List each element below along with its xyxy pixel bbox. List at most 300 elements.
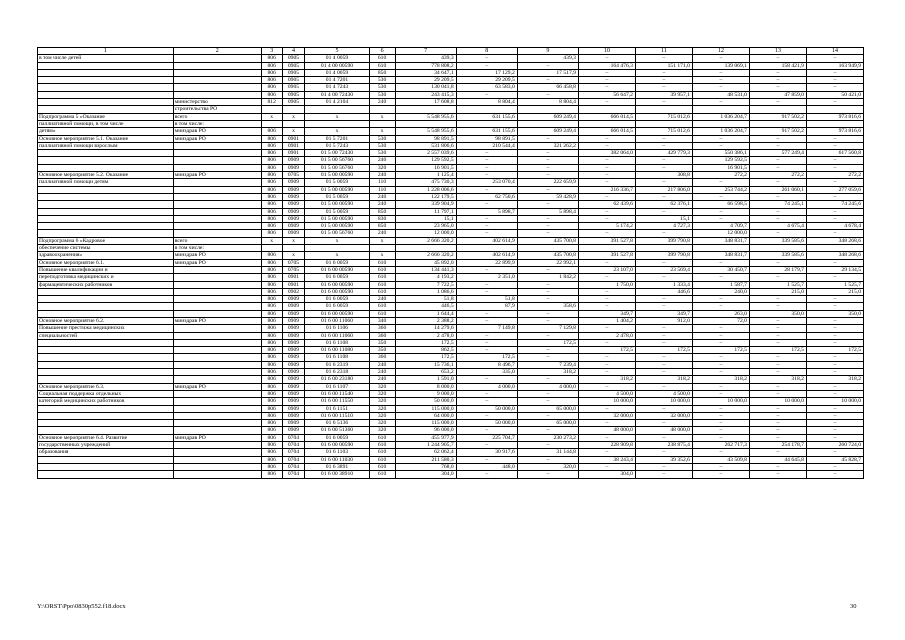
table-cell: 806 [261,463,282,470]
table-cell [173,77,261,84]
table-cell [806,245,863,252]
table-cell: 16 901,5 [692,164,749,171]
table-row [38,215,864,222]
table-cell [173,150,261,157]
table-cell: 48 531,0 [692,91,749,98]
table-cell: 0909 [282,193,305,200]
table-cell: 360 [369,354,395,361]
table-cell: 01 6 1107 [305,383,369,390]
table-cell: – [456,332,517,339]
table-cell: 318,2 [749,376,806,383]
table-cell: 349,7 [635,310,692,317]
table-row [38,259,864,266]
table-cell [517,245,578,252]
table-row [38,369,864,376]
table-cell [261,120,282,127]
table-cell: 530 [369,150,395,157]
table-cell [173,471,261,478]
table-cell [38,288,174,295]
table-cell: x [369,128,395,135]
table-cell: 240 [369,230,395,237]
table-cell: 47 859,0 [749,91,806,98]
table-cell: Основное мероприятие 5.2. Оказание [38,172,174,179]
table-cell: 96 000,0 [395,427,456,434]
table-cell: – [635,325,692,332]
table-cell: 4 678,4 [806,223,863,230]
table-cell: – [692,420,749,427]
table-cell: – [749,325,806,332]
table-cell: 215,0 [749,288,806,295]
table-header-row [38,48,864,55]
table-cell: 10 000,0 [806,398,863,405]
table-cell: – [749,449,806,456]
table-cell: 653,2 [395,369,456,376]
table-cell [578,245,635,252]
table-cell: – [692,383,749,390]
table-cell: – [635,157,692,164]
table-cell: 5 898,7 [456,208,517,215]
table-cell: – [806,412,863,419]
table-cell: 806 [261,252,282,259]
table-cell: 110 [369,186,395,193]
table-cell: 806 [261,471,282,478]
table-row [38,128,864,135]
table-cell: Основное мероприятие 6.1. [38,259,174,266]
table-row [38,142,864,149]
table-cell: 348 831,7 [692,237,749,244]
table-cell: 240 [369,99,395,106]
table-cell: 382 064,0 [578,150,635,157]
table-cell: 210 544,4 [456,142,517,149]
table-cell: 631 155,6 [456,113,517,120]
table-cell: 0909 [282,208,305,215]
table-cell: 29 209,5 [395,77,456,84]
table-cell: 0909 [282,383,305,390]
table-cell [305,245,369,252]
table-cell: – [749,405,806,412]
table-cell: 806 [261,208,282,215]
table-cell: 243 415,3 [395,91,456,98]
table-cell: 253 744,2 [692,186,749,193]
table-cell: – [806,369,863,376]
table-cell: 01 6 00 00590 [305,310,369,317]
table-cell: 610 [369,463,395,470]
table-cell: 806 [261,288,282,295]
table-cell: 211 580,3 [395,456,456,463]
table-cell [395,245,456,252]
table-cell: – [806,135,863,142]
table-cell: 15,1 [635,215,692,222]
table-cell: 50 421,0 [806,91,863,98]
table-cell: 01 6 1108 [305,339,369,346]
table-cell: 8 804,4 [456,99,517,106]
table-cell: 263,0 [692,310,749,317]
table-cell: 0705 [282,172,305,179]
table-cell: 0909 [282,361,305,368]
table-cell: x [261,113,282,120]
table-row [38,84,864,91]
table-cell: в том числе: [173,120,261,127]
table-cell [173,449,261,456]
table-cell: 917 502,2 [749,128,806,135]
table-cell: – [692,434,749,441]
table-cell: 23 965,0 [395,223,456,230]
table-cell: – [578,99,635,106]
table-cell [38,463,174,470]
table-cell: 129 592,5 [395,157,456,164]
table-cell [38,420,174,427]
table-cell [173,55,261,62]
table-cell [173,361,261,368]
table-cell: 0902 [282,288,305,295]
table-cell [173,405,261,412]
footer-file-path: Y:\ORST\Ppo\0830p552.f18.docx [37,603,126,610]
table-cell: 01 5 0059 [305,193,369,200]
table-cell [173,179,261,186]
table-cell: министерство [173,99,261,106]
table-row [38,201,864,208]
table-cell: 2 388,2 [395,317,456,324]
table-cell: 1 036 204,7 [692,113,749,120]
table-cell: 610 [369,62,395,69]
table-cell [38,412,174,419]
table-cell: 912,0 [635,317,692,324]
table-cell [173,347,261,354]
table-row [38,376,864,383]
table-cell: 1 036 204,7 [692,128,749,135]
table-cell [173,354,261,361]
table-cell: 4 500,0 [635,390,692,397]
table-cell: – [456,266,517,273]
table-cell: 59 428,9 [517,193,578,200]
table-cell: x [305,128,369,135]
table-cell: 01 6 00 11030 [305,456,369,463]
table-cell: – [806,420,863,427]
table-cell: 01 6 00 38910 [305,471,369,478]
table-cell: 7 129,8 [517,325,578,332]
table-cell: – [692,463,749,470]
table-cell [395,120,456,127]
table-cell: – [749,383,806,390]
table-cell: – [578,55,635,62]
table-cell: 17 517,9 [517,69,578,76]
table-cell: – [692,274,749,281]
table-cell: 1 228 006,6 [395,186,456,193]
table-cell: 320 [369,390,395,397]
table-cell: 806 [261,164,282,171]
table-row [38,69,864,76]
table-cell: 806 [261,55,282,62]
table-cell: – [692,339,749,346]
table-cell: x [282,128,305,135]
table-cell [38,405,174,412]
table-cell: 402 614,9 [456,252,517,259]
table-cell: – [806,208,863,215]
table-cell: – [806,325,863,332]
table-cell: – [456,376,517,383]
table-cell: 609 249,4 [517,128,578,135]
table-cell: 806 [261,412,282,419]
table-cell: – [517,230,578,237]
table-cell: – [749,215,806,222]
table-cell [456,120,517,127]
table-cell: 348 268,6 [806,252,863,259]
table-cell: всего [173,113,261,120]
table-cell: – [749,296,806,303]
table-cell: 15,1 [395,215,456,222]
table-cell: – [806,274,863,281]
table-cell: 01 4 2104 [305,99,369,106]
table-cell: – [806,449,863,456]
table-cell: категорий медицинских работников [38,398,174,405]
table-cell: 577 249,4 [749,150,806,157]
table-cell: 01 5 00 56760 [305,157,369,164]
table-cell [369,120,395,127]
table-cell: – [517,201,578,208]
table-cell: – [806,77,863,84]
table-cell: – [806,69,863,76]
table-cell: 240 [369,157,395,164]
table-cell: x [369,113,395,120]
table-cell: – [749,471,806,478]
table-cell [173,376,261,383]
table-cell: – [692,296,749,303]
table-cell: 158 421,9 [749,62,806,69]
table-cell: 260 724,0 [806,442,863,449]
table-cell: 610 [369,274,395,281]
table-cell: – [806,164,863,171]
table-cell: – [456,157,517,164]
table-cell: 610 [369,55,395,62]
table-cell: 22 992,1 [517,259,578,266]
table-cell: 391 527,8 [578,237,635,244]
table-cell: 17 129,2 [456,69,517,76]
table-cell: 439,3 [395,55,456,62]
table-cell: 806 [261,303,282,310]
table-cell: 01 5 00 56760 [305,164,369,171]
table-cell: 56 647,2 [578,91,635,98]
table-cell [173,201,261,208]
table-cell: – [456,310,517,317]
table-cell: 01 6 0059 [305,434,369,441]
table-cell: 0901 [282,150,305,157]
table-cell: – [806,179,863,186]
table-cell: 172,5 [749,347,806,354]
table-cell [38,157,174,164]
table-cell: – [635,463,692,470]
table-cell: – [692,332,749,339]
table-cell: – [749,390,806,397]
table-row [38,62,864,69]
table-cell: – [806,354,863,361]
table-cell: 402 614,9 [456,237,517,244]
table-cell: 240,0 [692,288,749,295]
table-cell: – [517,310,578,317]
table-cell [38,99,174,106]
table-cell: 318,2 [517,369,578,376]
table-cell: 917 502,2 [749,113,806,120]
table-cell: 610 [369,281,395,288]
table-row [38,442,864,449]
table-cell: – [578,369,635,376]
table-cell [517,120,578,127]
table-cell: 01 4 7243 [305,84,369,91]
table-cell: 29 209,5 [456,77,517,84]
table-cell: минздрав РО [173,434,261,441]
table-cell: 01 4 00 00590 [305,62,369,69]
table-cell: 151 171,0 [635,62,692,69]
table-cell: 01 6 00 11550 [305,398,369,405]
table-cell [38,91,174,98]
table-cell: – [749,317,806,324]
table-cell [173,157,261,164]
table-cell: Основное мероприятие 5.1. Оказание [38,135,174,142]
table-cell: 01 5 00 00590 [305,172,369,179]
table-cell: минздрав РО [173,317,261,324]
table-cell: 01 5 00 72430 [305,150,369,157]
table-cell: 44 645,8 [749,456,806,463]
table-cell: 0705 [282,266,305,273]
table-cell: – [692,412,749,419]
table-cell: x [261,237,282,244]
table-cell: 62 750,6 [456,193,517,200]
column-number: 11 [635,48,692,55]
table-cell: – [635,354,692,361]
table-cell: 01 4 0059 [305,55,369,62]
table-cell: 350,0 [749,310,806,317]
table-row [38,281,864,288]
table-cell: – [578,142,635,149]
table-cell [38,347,174,354]
table-cell: – [749,354,806,361]
table-cell: 172,5 [517,339,578,346]
table-cell: – [692,405,749,412]
table-cell: 11 797,1 [395,208,456,215]
table-cell: – [692,84,749,91]
table-cell: 4 193,2 [395,274,456,281]
table-row [38,405,864,412]
table-row [38,150,864,157]
table-cell: 318,2 [635,376,692,383]
table-cell: – [806,332,863,339]
table-cell: переподготовка медицинских и [38,274,174,281]
table-cell [173,62,261,69]
table-cell: 129 592,5 [692,157,749,164]
table-cell: – [578,449,635,456]
table-cell: 240 [369,376,395,383]
table-row [38,383,864,390]
table-cell: 0909 [282,405,305,412]
table-cell: 65 000,0 [517,420,578,427]
table-cell: 7 722,5 [395,281,456,288]
table-cell: – [456,398,517,405]
table-cell: 320 [369,405,395,412]
table-cell: 43 509,8 [692,456,749,463]
table-cell: 806 [261,369,282,376]
table-cell: 455 977,9 [395,434,456,441]
table-cell: 360 [369,325,395,332]
table-cell: 0901 [282,135,305,142]
table-cell: – [517,390,578,397]
table-cell: 530 [369,84,395,91]
table-cell: 806 [261,405,282,412]
table-cell: – [456,427,517,434]
table-cell [173,332,261,339]
table-cell: – [456,201,517,208]
table-cell: Основное мероприятие 6.4. Развитие [38,434,174,441]
table-cell: 0704 [282,449,305,456]
table-cell: 01 6 00 51360 [305,427,369,434]
table-cell: 01 6 1106 [305,325,369,332]
table-cell: обеспечение системы [38,245,174,252]
table-cell: – [578,339,635,346]
table-cell: 0901 [282,274,305,281]
table-row [38,135,864,142]
table-cell: 130 041,8 [395,84,456,91]
table-cell: – [517,91,578,98]
table-row [38,332,864,339]
table-cell: 1 750,0 [578,281,635,288]
table-cell: – [517,376,578,383]
table-cell: 115 000,0 [395,405,456,412]
table-row [38,449,864,456]
table-row [38,91,864,98]
table-cell: 139 069,1 [692,62,749,69]
table-cell: 30 917,6 [456,449,517,456]
table-cell: 0705 [282,259,305,266]
table-cell: – [749,230,806,237]
table-cell: 806 [261,157,282,164]
table-cell: Подпрограмма 6 «Кадровое [38,237,174,244]
table-cell: 10 000,0 [635,398,692,405]
table-cell: – [749,420,806,427]
table-cell: 01 6 0059 [305,259,369,266]
table-row [38,223,864,230]
table-cell [456,106,517,113]
table-cell: 806 [261,296,282,303]
table-cell: – [806,390,863,397]
table-cell: 01 6 00 11060 [305,317,369,324]
table-cell: – [635,84,692,91]
table-cell: – [806,99,863,106]
table-cell: – [635,303,692,310]
table-cell: 806 [261,390,282,397]
table-cell: 01 5 7243 [305,142,369,149]
table-cell: 01 6 0059 [305,274,369,281]
table-cell: 610 [369,456,395,463]
table-cell: 0909 [282,230,305,237]
table-cell: 0905 [282,62,305,69]
table-cell: x [369,252,395,259]
table-cell: 30 450,7 [692,266,749,273]
table-cell: – [806,142,863,149]
column-number: 8 [456,48,517,55]
table-cell: 10 000,0 [692,398,749,405]
table-cell: – [635,193,692,200]
table-cell: 62 062,4 [395,449,456,456]
table-cell: 862,5 [395,347,456,354]
table-cell: 48 000,0 [635,427,692,434]
table-cell [38,150,174,157]
table-cell: 778 808,2 [395,62,456,69]
table-row [38,325,864,332]
table-cell: – [692,390,749,397]
table-cell: 01 6 00 11060 [305,332,369,339]
table-cell: 01 6 00 00590 [305,266,369,273]
table-cell: 2 666 320,2 [395,252,456,259]
table-cell: 806 [261,274,282,281]
table-cell: – [749,69,806,76]
